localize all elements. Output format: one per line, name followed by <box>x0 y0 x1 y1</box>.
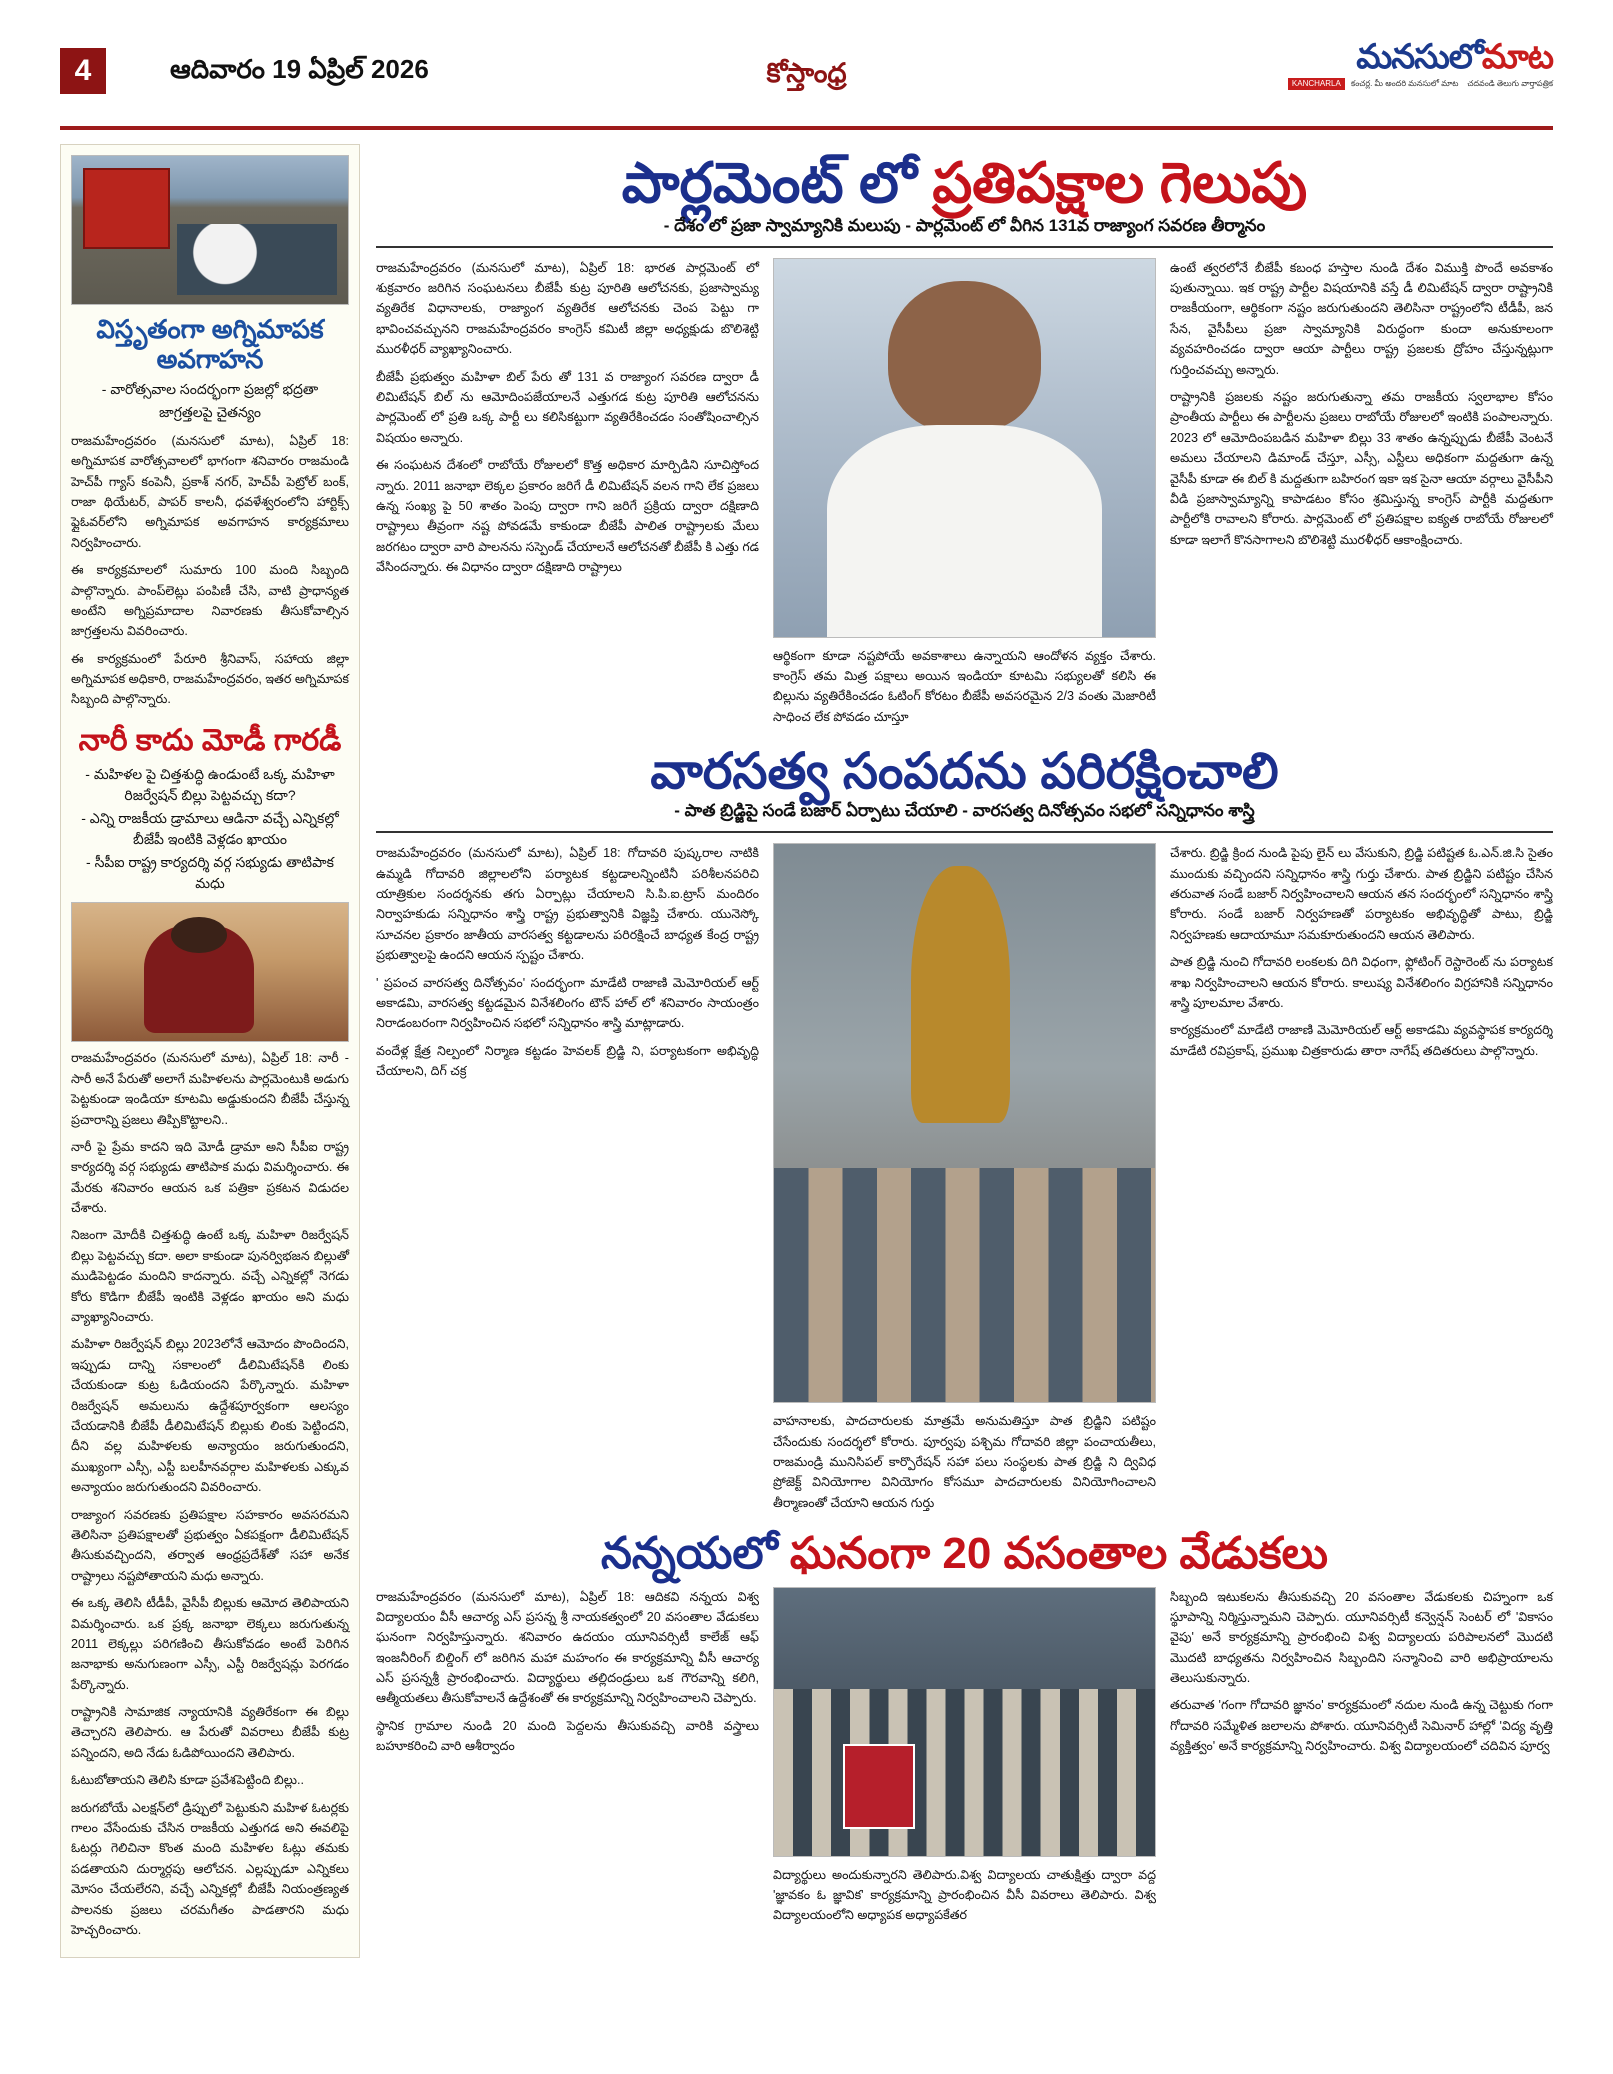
story3-col-1 <box>376 1587 759 1933</box>
university-story <box>376 1530 1553 1933</box>
story2-col-3 <box>1170 843 1553 1520</box>
paragraph: ఈ ఒక్క తెలిసి టీడీపీ, వైసీపీ బిల్లుకు ఆమోద తెలిపాయని విమర్శించారు. ఒక ప్రక్క జనాభా లెక్కలు జరుగుతున్న 2011 లెక్కల్లు పరిగణించి తీసుకోవడం అంటే పెరిగిన జనాభాకు అనుగుణంగా ఎస్సీ, ఎస్టీ రిజర్వేషన్లు పెరగడం పేర్కొన్నారు. <box>71 1596 349 1692</box>
congress-leader-photo <box>773 258 1156 638</box>
story3-col-2 <box>773 1587 1156 1933</box>
story2-headline: వారసత్వ సంపదను పరిరక్షించాలి <box>650 743 1279 800</box>
logo-text <box>1283 40 1553 74</box>
left-subhead-1-line2: జాగ్రత్తలపై చైతన్యం <box>159 403 261 420</box>
paragraph: నిజంగా మోదీకి చిత్తశుద్ధి ఉంటే ఒక్క మహిళా రిజర్వేషన్ బిల్లు పెట్టవచ్చు కదా. అలా కాకుండా పునర్విభజన బిల్లుతో ముడిపెట్టడం మందిని కాదన్నారు. వచ్చే ఎన్నికల్లో నెగడు కోరు కొడిగా బీజేపీ ఇంటికి వెళ్లడం ఖాయం అని మధు వ్యాఖ్యానించారు. <box>71 1228 349 1325</box>
bullet-item: - ఎన్ని రాజకీయ డ్రామాలు ఆడినా వచ్చే ఎన్నికల్లో బీజేపీ ఇంటికి వెళ్లడం ఖాయం <box>81 810 339 848</box>
paragraph: కార్యక్రమంలో మాడేటి రాజాణి మెమోరియల్ ఆర్ట్ అకాడమి వ్యవస్థాపక కార్యదర్శి మాడేటి రవిప్రకాష్, ప్రముఖ చిత్రకారుడు తారా నాగేష్ తదితరులు పాల్గొన్నారు. <box>1170 1023 1553 1058</box>
cpi-leader-photo <box>71 902 349 1042</box>
left-subhead-1-line1: - వారోత్సవాల సందర్భంగా ప్రజల్లో భద్రతా <box>101 380 319 397</box>
left-subhead-1 <box>71 379 349 423</box>
paragraph: పాత బ్రిడ్జి నుంచి గోదావరి లంకలకు దిగి విధంగా, ఫ్లోటింగ్ రెస్టారెంట్ ను పర్యాటక శాఖ నిర్వహించాలని ఆయన కోరారు. కాలుష్య వినేశలింగం విగ్రహానికి సన్నిధానం శాస్త్రి పూలమాల వేశారు. <box>1170 955 1553 1010</box>
logo-badge: KANCHARLA <box>1288 78 1345 90</box>
paragraph: రాజమహేంద్రవరం (మనసులో మాట), ఏప్రిల్ 18: గోదావరి పుష్కరాల నాటికి ఉమ్మడి గోదావరి జిల్లాలలోని పర్యాటక కట్టడాలన్నింటినీ పరిశీలనపరిచి యాత్రికుల సందర్శనకు తగు ఏర్పాట్లు చేయాలని సి.పి.ఐ.ట్రాస్ మందిరం నిర్వాహకుడు సన్నిధానం శాస్త్రి రాష్ట్ర ప్రభుత్వానికి విజ్ఞప్తి చేశారు. యునెస్కో సూచనల ప్రకారం జాతీయ వారసత్వ కట్టడాలను పరిరక్షించే బాధ్యత కేంద్ర రాష్ట్ర ప్రభుత్వాలపై ఉందని ఆయన స్పష్టం చేశారు. <box>376 846 759 963</box>
masthead-date: ఆదివారం 19 ఏప్రిల్ 2026 <box>170 54 429 84</box>
lead-story <box>376 152 1553 734</box>
story2-col-1 <box>376 843 759 1520</box>
lead-col-2 <box>773 258 1156 735</box>
paragraph: మహిళా రిజర్వేషన్ బిల్లు 2023లోనే ఆమోదం పొందిందని, ఇప్పుడు దాన్ని సకాలంలో డీలిమిటేషన్​కి లింకు చేయకుండా కుట్ర ఓడియందని పేర్కొన్నారు. మహిళా రిజర్వేషన్ అమలును ఉద్దేశపూర్వకంగా ఆలస్యం చేయడానికి బీజేపీ డీలిమిటేషన్ బిల్లుకు లింకు పెట్టిందని, దీని వల్ల మహిళలకు అన్యాయం జరుగుతుందని, ముఖ్యంగా ఎస్సీ, ఎస్టీ బలహీనవర్గాల మహిళలకు ఎక్కువ అన్యాయం జరుగుతుందని వివరించారు. <box>71 1337 349 1495</box>
paragraph: రాష్ట్రానికి ప్రజలకు నష్టం జరుగుతున్నా తమ రాజకీయ స్వలాభాల కోసం ప్రాంతీయ పార్టీలు ఈ పార్టీలను ప్రజలు రాబోయే రోజులలో ఇంటికి పంపాలన్నారు. 2023 లో ఆమోదింపబడిన మహిళా బిల్లు 33 శాతం ఉన్నప్పుడు బీజేపీ వెంటనే అమలు చేయాలని డిమాండ్ చేస్తూ, ఎస్సీ, ఎస్టీలు అధికంగా మద్దతుగా ఉన్న వైసీపీ కూడా ఈ బిల్ కి మద్దతుగా బహిరంగ ఇకా ఇక సైనా ఆయా వర్గాలు వైసీపీని వీడి ప్రజాస్వామ్యాన్ని కాపాడటం కోసం శ్రమిస్తున్న కాంగ్రెస్ పార్టీకి మద్దతుగా పార్టీలోకి రావాలని కోరారు. పార్లమెంట్ లో ప్రతిపక్షాల ఐక్యత రాబోయే రోజులలో కూడా ఇలాగే కొనసాగాలని బొలిశెట్టి మురళీధర్ ఆకాంక్షించారు. <box>1170 389 1553 547</box>
paragraph: రాజమహేంద్రవరం (మనసులో మాట), ఏప్రిల్ 18: అగ్నిమాపక వారోత్సవాలలో భాగంగా శనివారం రాజమండి హెచ్​పీ గ్యాస్ కంపెనీ, ప్రకాశ్ నగర్, హెచ్​పీ పెట్రోల్ బంక్, రాజా థియేటర్, పాపర్ కాలనీ, ధవళేశ్వరంలోని హార్టిక్స్ ఫ్లైఓవర్​లోని అగ్నిమాపక అవగాహన కార్యక్రమాలు నిర్వహించారు. <box>71 433 349 550</box>
paragraph: రాజమహేంద్రవరం (మనసులో మాట), ఏప్రిల్ 18: ఆదికవి నన్నయ విశ్వ విద్యాలయం వీసీ ఆచార్య ఎస్ ప్రసన్న శ్రీ నాయకత్వంలో 20 వసంతాల వేడుకలు ఘనంగా నిర్వహిస్తున్నారు. శనివారం ఉదయం యూనివర్సిటీ కాలేజ్ ఆఫ్ ఇంజనీరింగ్ బిల్డింగ్ లో జరిగిన మహా మహంగం ఈ కార్యక్రమాన్ని వీసీ ఆచార్య ఎస్ ప్రసన్నశ్రీ ప్రారంభించారు. విద్యార్థులు తల్లిదండ్రులు ఒక గౌరవాన్ని కలిగి, ఆత్మీయతలు తీసుకోవాలనే ఉద్దేశంతో ఈ కార్యక్రమాన్ని నిర్వహించాలని చెప్పారు. <box>376 1589 759 1706</box>
bullet-item: - సీపీఐ రాష్ట్ర కార్యదర్శి వర్గ సభ్యుడు తాటిపాక మధు <box>86 854 334 892</box>
logo-tagline-right: చదవండి తెలుగు వార్తాపత్రిక <box>1467 79 1553 89</box>
lead-subhead: - దేశం లో ప్రజా స్వామ్యానికి మలుపు - పార్లమెంట్ లో వీగిన 131వ రాజ్యాంగ సవరణ తీర్మానం <box>376 216 1553 248</box>
paragraph: తరువాత 'గంగా గోదావరి జ్ఞానం' కార్యక్రమంలో నదుల నుండి ఉన్న చెట్టుకు గంగా గోదావరి సమ్మేళిత జలాలను పోశారు. యూనివర్సిటీ సెమినార్ హాల్లో 'విద్య వృత్తి వ్యక్తిత్వం' అనే కార్యక్రమాన్ని నిర్వహించారు. విశ్వ విద్యాలయంలో చదివిన పూర్వ <box>1170 1698 1553 1754</box>
fire-safety-photo <box>71 155 349 305</box>
left-headline-2: నారీ కాదు మోడీ గారడీ <box>78 723 342 757</box>
left-article-1 <box>71 431 349 710</box>
paragraph: ఓటుబోతాయని తెలిసి కూడా ప్రవేశపెట్టింది బిల్లు.. <box>71 1773 305 1788</box>
story2-col-2 <box>773 843 1156 1520</box>
story3-headline-part1: నన్నయలో <box>600 1529 790 1579</box>
masthead-logo <box>1283 40 1553 90</box>
page-content <box>60 144 1553 1958</box>
logo-main-1: మనసులో <box>1356 38 1482 76</box>
newspaper-page <box>0 38 1613 2074</box>
paragraph: ఉంటే త్వరలోనే బీజేపీ కబంధ హస్తాల నుండి దేశం విముక్తి పొందే అవకాశం పుతున్నాయి. ఇక రాష్ట్ర పార్టీల విషయానికి వస్తే డీ లిమిటేషన్ ద్వారా రాష్ట్రానికి రాజకీయంగా, ఆర్థికంగా నష్టం జరుగుతుందని తెలిసినా రాష్ట్రంలోని టీడీపీ, జన సేన, వైసీపీలు ప్రజా స్వామ్యానికి విరుద్ధంగా కుందా అనుకూలంగా వ్యవహరించడం ద్వారా ఆయా పార్టీలు రాష్ట్ర ప్రజలకు ద్రోహం చేస్తున్నట్లుగా గుర్తించవచ్చు అన్నారు. <box>1170 260 1553 377</box>
lead-col-1 <box>376 258 759 735</box>
story3-headline-part2: ఘనంగా 20 వసంతాల వేడుకలు <box>789 1529 1329 1579</box>
left-headline-1: విస్తృతంగా అగ్నిమాపక అవగాహన <box>96 314 324 374</box>
paragraph: ఈ కార్యక్రమంలో పేరూరి శ్రీనివాస్, సహాయ జిల్లా అగ్నిమాపక అధికారి, రాజమహేంద్రవరం, ఇతర అగ్నిమాపక సిబ్బంది పాల్గొన్నారు. <box>71 651 349 707</box>
lead-headline-part2: ప్రతిపక్షాల గెలుపు <box>932 151 1308 214</box>
paragraph: చేశారు. బ్రిడ్జి క్రింద నుండి పైపు లైన్ లు వేసుకుని, బ్రిడ్జి పటిష్టత ఓ.ఎన్.జి.సి సైతం ముందుకు వచ్చిందని సన్నిధానం శాస్త్రి గుర్తు చేశారు. పాత బ్రిడ్జిని పటిష్టం చేసిన తరువాత సండే బజార్ నిర్వహించాలని ఆయన తన సందర్భంలో సన్నిధానం శాస్త్రి కోరారు. సండే బజార్ నిర్వహణతో పర్యాటకం అభివృద్ధితో పాటు, బ్రిడ్జి నిర్వహణకు ఆదాయామూ సమకూరుతుందని ఆయన తెలిపారు. <box>1170 846 1553 942</box>
lead-col-3 <box>1170 258 1553 735</box>
story2-subhead: - పాత బ్రిడ్జిపై సండే బజార్ ఏర్పాటు చేయాలి - వారసత్వ దినోత్సవం సభలో సన్నిధానం శాస్త్రి <box>376 801 1553 833</box>
paragraph: సిబ్బంది ఇటుకలను తీసుకువచ్చి 20 వసంతాల వేడుకలకు చిహ్నంగా ఒక స్థూపాన్ని నిర్మిస్తున్నామని చెప్పారు. యూనివర్సిటీ కన్వెన్షన్ సెంటర్ లో 'వికాసం వైపు' అనే కార్యక్రమాన్ని ప్రారంభించి విశ్వ విద్యాలయ పరిపాలనలో మొదటి మొదటి బాధ్యతను నిర్వహించిన సిబ్బందిని సన్మానించి వారి అభిప్రాయాలను తెలుసుకున్నారు. <box>1170 1589 1553 1686</box>
paragraph: విద్యార్థులు అందుకున్నారని తెలిపారు.విశ్వ విద్యాలయ చాతుక్షిత్తు ద్వారా వద్ద 'జ్ఞావకం ఓ జ్ఞావిక' కార్యక్రమాన్ని ప్రారంభించిన వీసీ వివరాలు తెలిపారు. విశ్వ విద్యాలయంలోని అధ్యాపక అధ్యాపకేతర <box>773 1867 1156 1923</box>
statue-unveiling-photo <box>773 843 1156 1403</box>
left-sidebar-column <box>60 144 360 1958</box>
paragraph: బీజేపీ ప్రభుత్వం మహిళా బిల్ పేరు తో 131 వ రాజ్యాంగ సవరణ ద్వారా డీ లిమిటేషన్ బిల్ ను ఆమోదింపజేయాలనే ఎత్తుగడ కుట్ర పూరితి ఆలోచనను పార్లమెంట్ లో ప్రతి ఒక్క పార్టీ లు కలిసికట్టుగా వ్యతిరేకించడం సంతోషించాల్సిన విషయం అన్నారు. <box>376 369 759 445</box>
paragraph: రాజమహేంద్రవరం (మనసులో మాట), ఏప్రిల్ 18: నారీ - సారీ అనే పేరుతో అలాగే మహిళలను పార్లమెంటుకి అడుగు పెట్టకుండా ఇండియా కూటమి అడ్డుకుందని బీజేపీ చేస్తున్న ప్రచారాన్ని ప్రజలు తిప్పికొట్టాలని.. <box>71 1051 349 1127</box>
paragraph: వాహనాలకు, పాదచారులకు మాత్రమే అనుమతిస్తూ పాత బ్రిడ్జిని పటిష్టం చేసేందుకు సందర్శలో కోరారు. పూర్వపు పశ్చిమ గోదావరి జిల్లా పంచాయతీలు, రాజమండ్రి మునిసిపల్ కార్పొరేషన్ సహా పలు సంస్థలకు పాత బ్రిడ్జి ని ద్వివిధ ప్రోజెక్ట్ వినియోగాల వినియోగం కోసమూ పాదచారులకు వినియోగించాలని తీర్మాణంతో చేయాని ఆయన గుర్తు <box>773 1414 1156 1510</box>
story3-col-3 <box>1170 1587 1553 1933</box>
page-number: 4 <box>60 48 106 94</box>
masthead-edition: కోస్తాంధ్ర <box>766 58 847 88</box>
story3-body-columns <box>376 1587 1553 1933</box>
lead-headline-part1: పార్లమెంట్ లో <box>621 151 933 214</box>
story2-body-columns <box>376 843 1553 1520</box>
masthead <box>60 38 1553 130</box>
lead-headline <box>376 152 1553 214</box>
logo-tagline-left: కంచర్ల. మీ అందరి మనసులో మాట <box>1351 79 1459 89</box>
paragraph: ఈ కార్యక్రమాలలో సుమారు 100 మంది సిబ్బంది పాల్గొన్నారు. పాంప్​లెట్లు పంపిణీ చేసి, వాటి ప్రాధాన్యత అంటేని అగ్నిప్రమాదాల నివారణకు తీసుకోవాల్సిన జాగ్రత్తలను వివరించారు. <box>71 563 349 639</box>
paragraph: ' ప్రపంచ వారసత్వ దినోత్సవం' సందర్భంగా మాడేటి రాజాణి మెమోరియల్ ఆర్ట్ అకాడమి, వారసత్వ కట్టడమైన వినేశలింగం టౌన్ హాల్ లో శనివారం సాయంత్రం నిరాడంబరంగా నిర్వహించిన సభలో సన్నిధానం శాస్త్రి మాట్లాడారు. <box>376 975 759 1031</box>
paragraph: స్థానిక గ్రామాల నుండి 20 మంది పెద్దలను తీసుకువచ్చి వారికి వస్త్రాలు బహూకరించి వారి ఆశీర్వాదం <box>376 1718 759 1754</box>
paragraph: ఆర్థికంగా కూడా నష్టపోయే అవకాశాలు ఉన్నాయని ఆందోళన వ్యక్తం చేశారు. కాంగ్రెస్ తమ మిత్ర పక్షాలు అయిన ఇండియా కూటమి సభ్యులతో కలిసి ఈ బిల్లును వ్యతిరేకించడం ఓటింగ్ కోరటం బీజేపీ అవసరమైన 2/3 వంతు మెజారిటీ సాధించ లేక పోవడం చూస్తూ <box>773 648 1156 724</box>
paragraph: నారీ పై ప్రేమ కాదని ఇది మోడీ డ్రామా అని సీపీఐ రాష్ట్ర కార్యదర్శి వర్గ సభ్యుడు తాటిపాక మధు విమర్శించారు. ఈ మేరకు శనివారం ఆయన ఒక పత్రికా ప్రకటన విడుదల చేశారు. <box>71 1139 349 1216</box>
left-bullets <box>71 764 349 894</box>
paragraph: జరుగబోయే ఎలక్షన్​లో డ్రిప్పులో పెట్టుకుని మహిళ ఓటర్లకు గాలం వేసేందుకు చేసిన రాజకీయ ఎత్తుగడ అని ఈవలిపై ఓటర్లు గెలిచినా కొంత మంది మహిళల ఓట్లు తమకు పడతాయని దుర్మార్గపు ఆలోచన. ఎల్లప్పుడూ ఎన్నికలు మోసం చేయలేరని, వచ్చే ఎన్నికల్లో బీజేపీ నియంత్రణ్యత పాలనకు ప్రజలు చరమగీతం పాడతారని మధు హెచ్చరించారు. <box>71 1800 349 1937</box>
bullet-item: - మహిళల పై చిత్తశుద్ధి ఉండుంటే ఒక్క మహిళా రిజర్వేషన్ బిల్లు పెట్టవచ్చు కదా? <box>85 766 335 804</box>
story3-headline <box>376 1530 1553 1578</box>
logo-subtext <box>1283 78 1553 90</box>
lead-body-columns <box>376 258 1553 735</box>
left-article-2 <box>71 1048 349 1940</box>
paragraph: వందేళ్ల క్షేత్ర నిల్పంలో నిర్మాణ కట్టడం హెవలక్ బ్రిడ్జి ని, పర్యాటకంగా అభివృద్ధి చేయాలని, దిగ్ చక్ర <box>376 1043 759 1079</box>
main-column <box>376 144 1553 1958</box>
paragraph: రాష్ట్రానికి సామాజిక న్యాయానికి వ్యతిరేకంగా ఈ బిల్లు తెచ్చారని తెలిపారు. ఆ పేరుతో వివరాలు బీజేపీ కుట్ర పన్నిందని, అది నేడు ఓడిపోయిందని తెలిపారు. <box>71 1705 349 1760</box>
paragraph: రాజ్యాంగ సవరణకు ప్రతిపక్షాల సహకారం అవసరమని తెలిసినా ప్రతిపక్షాలతో ప్రభుత్వం ఏకపక్షంగా డీలిమిటేషన్ తీసుకువచ్చిందని, తర్వాత ఆంధ్రప్రదేశ్​తో సహా అనేక రాష్ట్రాలు నష్టపోతాయని మధు అన్నారు. <box>71 1507 349 1583</box>
paragraph: ఈ సంఘటన దేశంలో రాబోయే రోజులలో కొత్త అధికార మార్పిడిని సూచిస్తోంద న్నారు. 2011 జనాభా లెక్కల ప్రకారం జరిగే డీ లిమిటేషన్ వలన గాని లేక ప్రజలు ఉన్న సంఖ్య పై 50 శాతం పెంపు ద్వారా గాని జరిగే ప్రక్రియ ద్వారా దక్షిణాది రాష్ట్రాలు తీవ్రంగా నష్ట పోవడమే కాకుండా బీజేపీ పాలిత రాష్ట్రాలకు మేలు జరగటం ద్వారా వారి పాలనను సస్పెండ్ చేయాలనే ఆలోచనతో బీజేపీ కి ఎత్తు గడ వేసిందన్నారు. ఈ విధానం ద్వారా దక్షిణాది రాష్ట్రాలు <box>376 458 759 575</box>
heritage-story <box>376 744 1553 1520</box>
university-group-photo <box>773 1587 1156 1857</box>
paragraph: రాజమహేంద్రవరం (మనసులో మాట), ఏప్రిల్ 18: భారత పార్లమెంట్ లో శుక్రవారం జరిగిన సంఘటనలు బీజేపీ కుట్ర పూరితి ఆలోచనకు, ప్రజాస్వామ్య వ్యతిరేక విధానాలకు, రాజ్యాంగ వ్యతిరేక ఆలోచనకు చెంప పెట్టు గా భావించవచ్చునని రాజమహేంద్రవరం కాంగ్రెస్ కమిటీ జిల్లా అధ్యక్షుడు బొలిశెట్టి మురళీధర్ వ్యాఖ్యానించారు. <box>376 260 759 357</box>
logo-main-2: మాట <box>1481 38 1553 76</box>
